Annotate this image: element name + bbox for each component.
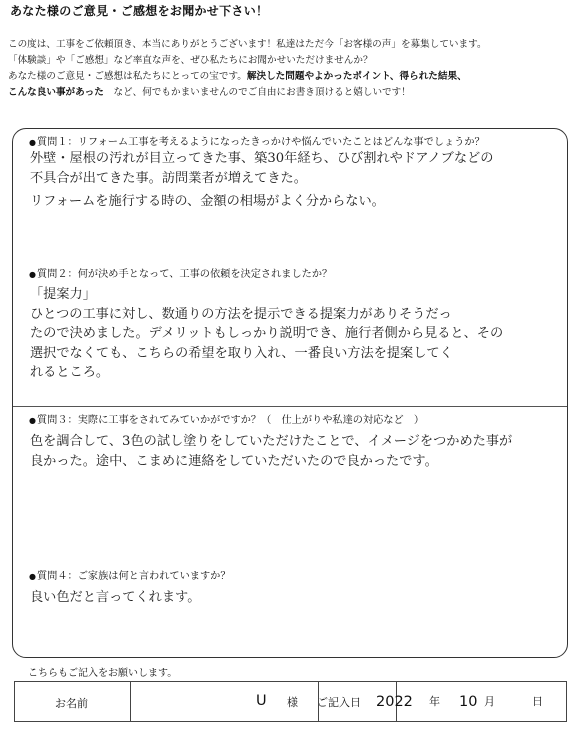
answer-line: 色を調合して、3色の試し塗りをしていただけたことで、イメージをつかめた事が bbox=[30, 434, 513, 449]
answer-line: たので決めました。デメリットもしっかり説明でき、施行者側から見ると、その bbox=[30, 326, 504, 341]
question-4-text: 質問４：ご家族は何と言われていますか？ bbox=[36, 571, 231, 582]
intro-line-4-bold: こんな良い事があった bbox=[8, 87, 104, 98]
request-note: こちらもご記入をお願いします。 bbox=[28, 668, 178, 679]
answer-line: リフォームを施行する時の、金額の相場がよく分からない。 bbox=[30, 194, 385, 209]
form-title: あなた様のご意見・ご感想をお聞かせ下さい！ bbox=[10, 4, 269, 18]
answer-line: 不具合が出てきた事。訪問業者が増えてきた。 bbox=[30, 170, 307, 186]
intro-line-2: 「体験談」や「ご感想」など率直な声を、ぜひ私たちにお聞かせいただけませんか？ bbox=[8, 55, 373, 66]
name-label: お名前 bbox=[55, 697, 88, 710]
question-3-text: 質問３：実際に工事をされてみていかがですか？（ 仕上がりや私達の対応など ） bbox=[36, 415, 425, 426]
intro-text bbox=[8, 37, 574, 101]
question-2-text: 質問２：何が決め手となって、工事の依頼を決定されましたか？ bbox=[36, 269, 333, 280]
answer-line: 選択でなくても、こちらの希望を取り入れ、一番良い方法を提案してく bbox=[30, 345, 453, 361]
intro-line-3 bbox=[8, 69, 574, 85]
honorific: 様 bbox=[287, 696, 298, 709]
intro-line-3-bold: 解決した問題やよかったポイント、得られた結果、 bbox=[246, 71, 467, 82]
question-1-text: 質問１：リフォーム工事を考えるようになったきっかけや悩んでいたことはどんな事でしょうか？ bbox=[36, 137, 485, 148]
intro-line-3-text: あなた様のご意見・ご感想は私たちにとっての宝です。 bbox=[8, 71, 247, 82]
answer-line: 外壁・屋根の汚れが目立ってきた事、築30年経ち、ひび割れやドアノブなどの bbox=[30, 151, 494, 166]
question-4-answer[interactable] bbox=[30, 588, 562, 608]
answer-line: 良かった。途中、こまめに連絡をしていただいたので良かったです。 bbox=[30, 453, 438, 469]
answer-line: れるところ。 bbox=[30, 365, 110, 380]
question-1-answer[interactable] bbox=[30, 149, 562, 212]
intro-line-1: この度は、工事をご依頼頂き、本当にありがとうございます！私達はただ今「お客様の声」を募集しています。 bbox=[8, 39, 487, 50]
answer-line: 良い色だと言ってくれます。 bbox=[30, 590, 201, 605]
answer-line: 「提案力」 bbox=[30, 287, 96, 302]
day-unit: 日 bbox=[532, 695, 543, 708]
year-value: 2022 bbox=[376, 694, 413, 710]
question-3-answer[interactable] bbox=[30, 432, 562, 471]
question-2-label: ●質問２：何が決め手となって、工事の依頼を決定されましたか？ bbox=[29, 269, 333, 280]
answer-line: ひとつの工事に対し、数通りの方法を提示できる提案力がありそうだっ bbox=[30, 306, 452, 322]
question-2-answer[interactable] bbox=[30, 285, 562, 383]
year-unit: 年 bbox=[429, 695, 440, 708]
month-unit: 月 bbox=[484, 695, 495, 708]
question-1-label: ●質問１：リフォーム工事を考えるようになったきっかけや悩んでいたことはどんな事でしょうか？ bbox=[29, 137, 485, 148]
month-value: 10 bbox=[459, 694, 478, 710]
name-value: U bbox=[256, 693, 267, 709]
date-label: ご記入日 bbox=[317, 696, 361, 709]
section-divider bbox=[13, 406, 567, 407]
question-4-label: ●質問４：ご家族は何と言われていますか？ bbox=[29, 571, 231, 582]
question-3-label: ●質問３：実際に工事をされてみていかがですか？（ 仕上がりや私達の対応など ） bbox=[29, 415, 425, 426]
intro-line-4-text: など、何でもかまいませんのでご自由にお書き頂けると嬉しいです！ bbox=[113, 87, 411, 98]
intro-line-4 bbox=[8, 85, 574, 101]
